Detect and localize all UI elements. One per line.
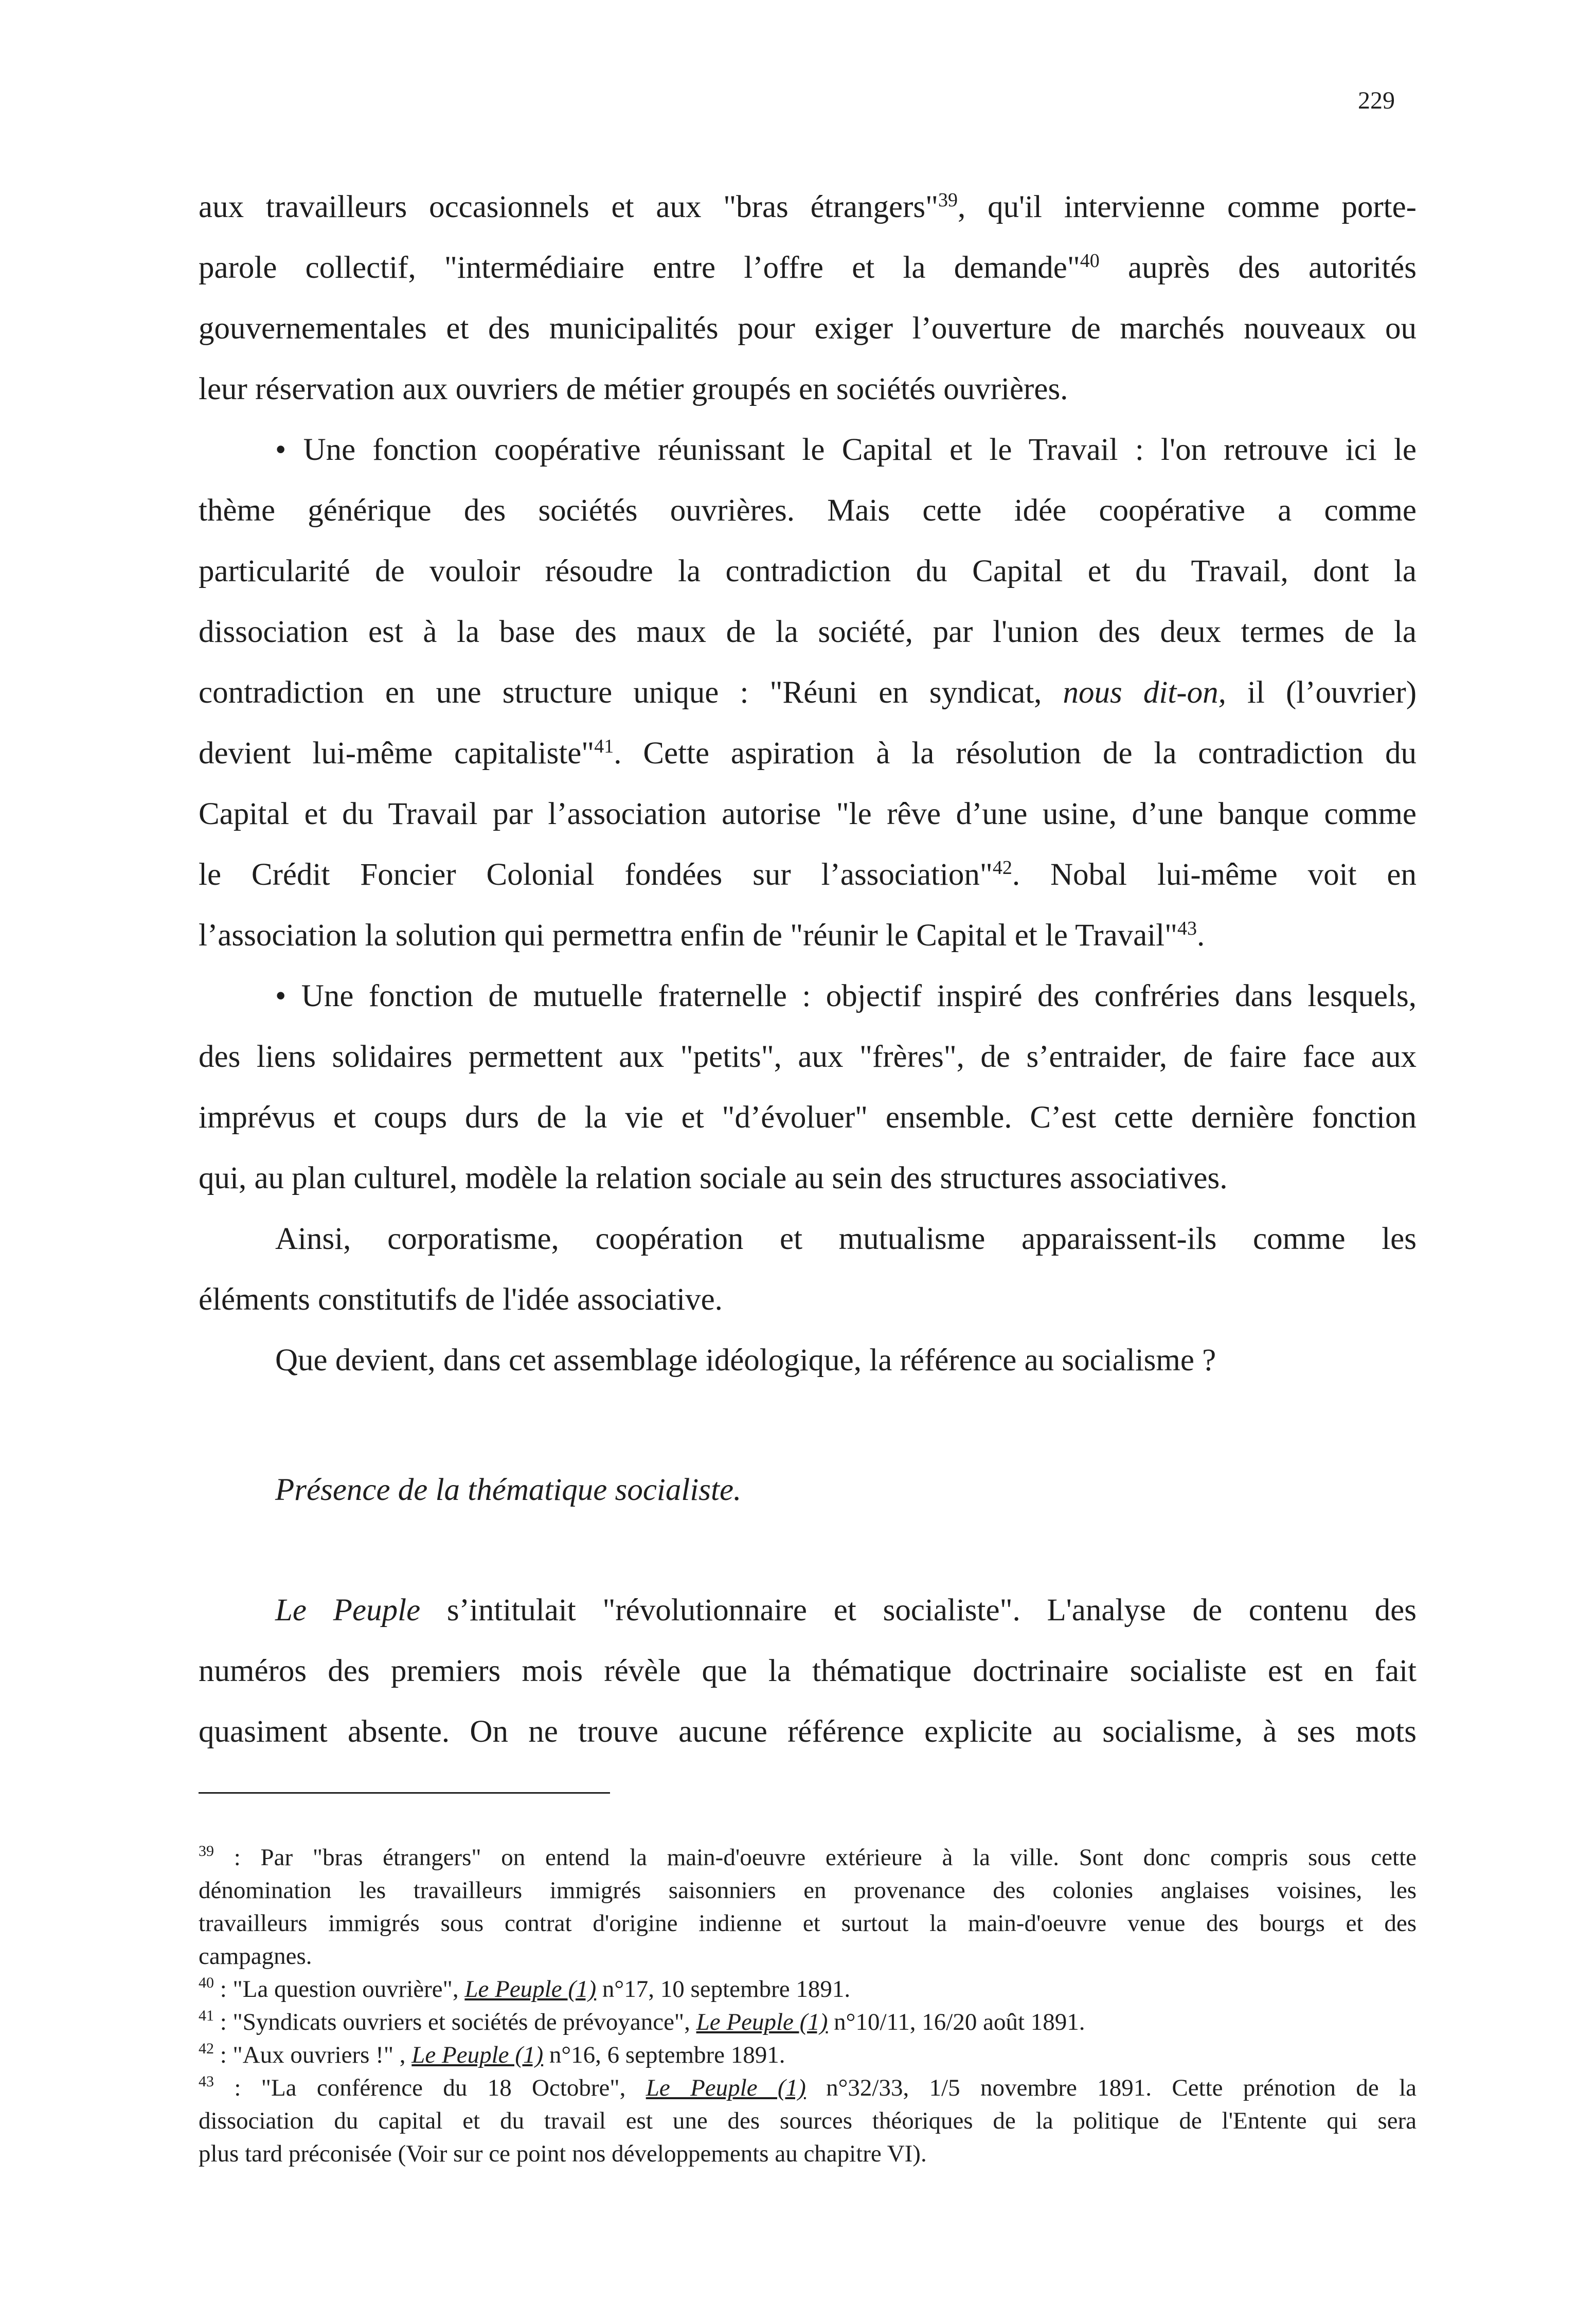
body-line-12: le Crédit Foncier Colonial fondées sur l’association"$^{42}$. Nobal lui-même voit en <box>199 857 1417 892</box>
footnote-ref-41: 41 <box>594 736 614 758</box>
footnote-40: $^{40}$ : "La question ouvrière", Le Peuple (1) n°17, 10 septembre 1891. <box>199 1974 851 2003</box>
body-line-5: • Une fonction coopérative réunissant le Capital et le Travail : l'on retrouve ici le <box>275 433 1417 467</box>
body-line-4: leur réservation aux ouvriers de métier groupés en sociétés ouvrières. <box>199 372 1068 406</box>
section-heading: Présence de la thématique socialiste. <box>275 1473 742 1507</box>
footnote-39-line-3: travailleurs immigrés sous contrat d'origine indienne et surtout la main-d'oeuvre venue des bourgs et des <box>199 1910 1417 1937</box>
body-line-13: l’association la solution qui permettra enfin de "réunir le Capital et le Travail"$^{43}$. <box>199 918 1205 953</box>
footnote-43-line-1: $^{43}$ : "La conférence du 18 Octobre", Le Peuple (1) n°32/33, 1/5 novembre 1891. Cette prénotion de la <box>199 2073 1417 2101</box>
body-line-14: • Une fonction de mutuelle fraternelle : objectif inspiré des confréries dans lesquels, <box>275 979 1417 1013</box>
journal-title: Le Peuple (1) <box>464 1976 597 2003</box>
body-line-15: des liens solidaires permettent aux "petits", aux "frères", de s’entraider, de faire face aux <box>199 1040 1417 1074</box>
body-line-7: particularité de vouloir résoudre la contradiction du Capital et du Travail, dont la <box>199 554 1417 588</box>
journal-title: Le Peuple (1) <box>696 2009 828 2035</box>
body-line-19: éléments constitutifs de l'idée associative. <box>199 1282 723 1317</box>
body-line-21: Le Peuple s’intitulait "révolutionnaire et socialiste". L'analyse de contenu des <box>275 1593 1417 1628</box>
body-line-1: aux travailleurs occasionnels et aux "bras étrangers"$^{39}$, qu'il intervienne comme porte- <box>199 189 1417 224</box>
footnote-39-line-4: campagnes. <box>199 1943 312 1970</box>
footnote-ref-43: 43 <box>1177 918 1197 940</box>
footnote-41: $^{41}$ : "Syndicats ouvriers et sociétés de prévoyance", Le Peuple (1) n°10/11, 16/20 août 1891. <box>199 2007 1085 2035</box>
body-line-17: qui, au plan culturel, modèle la relation sociale au sein des structures associatives. <box>199 1161 1228 1195</box>
footnote-ref-42: 42 <box>992 857 1012 879</box>
footnote-39-line-1: $^{39}$ : Par "bras étrangers" on entend la main-d'oeuvre extérieure à la ville. Sont donc compris sous cette <box>199 1843 1417 1871</box>
footnote-ref-40: 40 <box>1080 250 1100 272</box>
journal-title: Le Peuple (1) <box>646 2075 806 2101</box>
body-line-2: parole collectif, "intermédiaire entre l’offre et la demande"$^{40}$ auprès des autorités <box>199 250 1417 285</box>
body-line-9: contradiction en une structure unique : "Réuni en syndicat, nous dit-on, il (l’ouvrier) <box>199 675 1417 710</box>
journal-title: Le Peuple (1) <box>411 2042 544 2068</box>
page-number: 229 <box>1358 87 1395 114</box>
body-line-10: devient lui-même capitaliste"$^{41}$. Cette aspiration à la résolution de la contradiction du <box>199 736 1417 771</box>
footnote-separator <box>199 1792 610 1794</box>
body-line-11: Capital et du Travail par l’association autorise "le rêve d’une usine, d’une banque comme <box>199 797 1417 831</box>
body-line-23: quasiment absente. On ne trouve aucune référence explicite au socialisme, à ses mots <box>199 1714 1417 1749</box>
body-line-22: numéros des premiers mois révèle que la thématique doctrinaire socialiste est en fait <box>199 1654 1417 1688</box>
footnote-42: $^{42}$ : "Aux ouvriers !" , Le Peuple (1) n°16, 6 septembre 1891. <box>199 2040 785 2068</box>
footnote-39-line-2: dénomination les travailleurs immigrés saisonniers en provenance des colonies anglaises voisines, les <box>199 1877 1417 1904</box>
body-line-20: Que devient, dans cet assemblage idéologique, la référence au socialisme ? <box>275 1343 1216 1378</box>
footnote-43-line-2: dissociation du capital et du travail est une des sources théoriques de la politique de l'Entente qui sera <box>199 2107 1417 2134</box>
body-line-16: imprévus et coups durs de la vie et "d’évoluer" ensemble. C’est cette dernière fonction <box>199 1100 1417 1135</box>
body-line-8: dissociation est à la base des maux de la société, par l'union des deux termes de la <box>199 615 1417 649</box>
body-line-6: thème générique des sociétés ouvrières. Mais cette idée coopérative a comme <box>199 493 1417 528</box>
body-line-3: gouvernementales et des municipalités pour exiger l’ouverture de marchés nouveaux ou <box>199 311 1417 346</box>
footnote-ref-39: 39 <box>938 189 958 211</box>
body-line-18: Ainsi, corporatisme, coopération et mutualisme apparaissent-ils comme les <box>275 1222 1417 1256</box>
footnote-43-line-3: plus tard préconisée (Voir sur ce point nos développements au chapitre VI). <box>199 2140 927 2167</box>
